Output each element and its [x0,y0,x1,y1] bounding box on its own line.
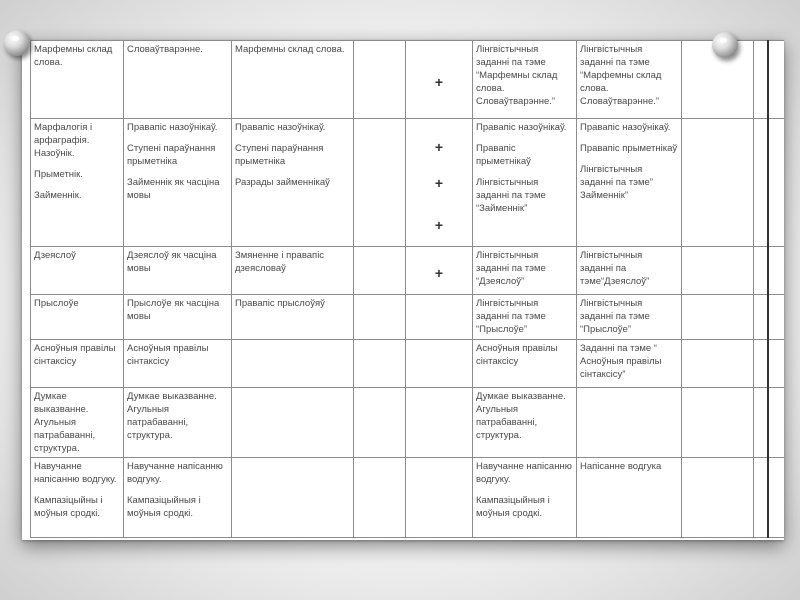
table-cell-c5 [406,247,473,295]
cell-text: Ступені параўнання прыметніка [127,143,216,167]
table-cell-c2 [124,247,232,295]
table-cell-c9 [754,388,768,458]
table-row [31,388,785,458]
table-cell-c3 [232,388,354,458]
table-row [31,119,785,247]
table-cell-c1 [31,340,124,388]
table-row [31,41,785,119]
cell-text: Думкае выказванне. Агульныя патрабаванні, структура. [476,391,566,441]
table-cell-c6 [473,458,577,538]
table-cell-c10 [768,41,785,119]
table-cell-c7 [577,41,682,119]
cell-text: Займеннік як часціна мовы [127,177,220,201]
cell-text: Лінгвістычныя заданні па тэме “Займеннік” [476,177,546,214]
cell-text: Дзеяслоў як часціна мовы [127,250,217,274]
table-cell-c1 [31,119,124,247]
table-cell-c6 [473,247,577,295]
table-cell-c5 [406,458,473,538]
cell-text: Асноўныя правілы сінтаксісу [34,343,116,367]
cell-text: Марфемны склад слова. [235,44,345,55]
lesson-plan-table [30,40,784,538]
cell-text: Навучанне напісанню водгуку. [34,461,117,485]
cell-text: Ступені параўнання прыметніка [235,143,324,167]
cell-text: Лінгвістычныя заданні па тэме “Дзеяслоў” [476,250,546,287]
table-cell-c8 [682,340,754,388]
cell-text: Кампазіцыйны і моўныя сродкі. [34,495,103,519]
table-cell-c4 [354,247,406,295]
table-cell-c7 [577,388,682,458]
cell-text: Навучанне напісанню водгуку. [127,461,223,485]
plus-mark: + [434,74,444,90]
table-cell-c5 [406,295,473,340]
table-cell-c6 [473,340,577,388]
cell-text: Навучанне напісанню водгуку. [476,461,572,485]
table-cell-c8 [682,458,754,538]
table-cell-c8 [682,295,754,340]
table-cell-c2 [124,458,232,538]
table-cell-c4 [354,119,406,247]
plus-mark: + [434,175,444,191]
table-cell-c6 [473,41,577,119]
table-cell-c4 [354,388,406,458]
cell-text: Лінгвістычныя заданні па тэме” Займеннік” [580,164,653,201]
table-cell-c1 [31,41,124,119]
table-cell-c8 [682,119,754,247]
table-cell-c6 [473,295,577,340]
table-cell-c10 [768,247,785,295]
cell-text: Дзеяслоў [34,250,76,261]
table-cell-c5 [406,41,473,119]
table-cell-c9 [754,41,768,119]
table-cell-c9 [754,247,768,295]
table-cell-c10 [768,119,785,247]
table-cell-c2 [124,340,232,388]
table-cell-c9 [754,119,768,247]
cell-text: Прыслоўе як часціна мовы [127,298,220,322]
table-row [31,247,785,295]
table-cell-c2 [124,119,232,247]
cell-text: Напісанне водгука [580,461,662,472]
cell-text: Прыметнік. [34,169,83,180]
table-cell-c1 [31,295,124,340]
cell-text: Лінгвістычныя заданні па тэме “Марфемны склад слова. Словаўтварэнне.” [580,44,662,107]
cell-text: Кампазіцыйныя і моўныя сродкі. [476,495,550,519]
cell-text: Думкае выказванне. Агульныя патрабаванні, структура. [127,391,217,441]
cell-text: Лінгвістычныя заданні па тэме“Дзеяслоў” [580,250,650,287]
cell-text: Прыслоўе [34,298,79,309]
table-cell-c5 [406,388,473,458]
cell-text: Лінгвістычныя заданні па тэме “Прыслоўе” [476,298,546,335]
table-cell-c3 [232,119,354,247]
cell-text: Кампазіцыйныя і моўныя сродкі. [127,495,201,519]
cell-text: Асноўныя правілы сінтаксісу [476,343,558,367]
cell-text: Разрады займеннікаў [235,177,330,188]
table-cell-c2 [124,41,232,119]
table-cell-c3 [232,458,354,538]
table-cell-c3 [232,295,354,340]
cell-text: Лінгвістычныя заданні па тэме “Прыслоўе” [580,298,650,335]
cell-text: Асноўныя правілы сінтаксісу [127,343,209,367]
cell-text: Думкае выказванне. Агульныя патрабаванні, структура. [34,391,96,454]
table-cell-c9 [754,295,768,340]
table-cell-c3 [232,340,354,388]
table-cell-c4 [354,41,406,119]
cell-text: Правапіс назоўнікаў. [580,122,671,133]
table-row [31,295,785,340]
cell-text: Правапіс назоўнікаў. [235,122,326,133]
table-cell-c7 [577,458,682,538]
table-cell-c3 [232,247,354,295]
cell-text: Правапіс назоўнікаў. [127,122,218,133]
table-cell-c5 [406,119,473,247]
table-cell-c1 [31,458,124,538]
cell-text: Словаўтварэнне. [127,44,203,55]
table-cell-c4 [354,340,406,388]
table-cell-c2 [124,295,232,340]
table-cell-c3 [232,41,354,119]
table-cell-c10 [768,340,785,388]
table-cell-c7 [577,119,682,247]
cell-text: Правапіс прыметнікаў [580,143,678,154]
cell-text: Займеннік. [34,190,82,201]
pushpin-right-icon [712,32,738,58]
table-cell-c7 [577,247,682,295]
document-page [22,40,784,540]
table-cell-c6 [473,119,577,247]
cell-text: Лінгвістычныя заданні па тэме “Марфемны склад слова. Словаўтварэнне.” [476,44,558,107]
table-cell-c2 [124,388,232,458]
table-cell-c8 [682,388,754,458]
table-cell-c1 [31,388,124,458]
plus-mark: + [434,265,444,281]
cell-text: Заданні па тэме “ Асноўныя правілы сінтаксісу” [580,343,662,380]
cell-text: Правапіс прыслоўяў [235,298,325,309]
cell-text: Марфемны склад слова. [34,44,113,68]
table-cell-c10 [768,388,785,458]
table-cell-c9 [754,340,768,388]
table-row [31,340,785,388]
table-cell-c8 [682,247,754,295]
cell-text: Правапіс прыметнікаў [476,143,531,167]
table-row [31,458,785,538]
table-cell-c1 [31,247,124,295]
table-cell-c7 [577,295,682,340]
table-cell-c4 [354,458,406,538]
plus-mark: + [434,217,444,233]
cell-text: Змяненне і правапіс дзеясловаў [235,250,325,274]
table-cell-c7 [577,340,682,388]
table-cell-c10 [768,458,785,538]
table-cell-c4 [354,295,406,340]
cell-text: Марфалогія і арфаграфія. Назоўнік. [34,122,93,159]
cell-text: Правапіс назоўнікаў. [476,122,567,133]
table-cell-c5 [406,340,473,388]
pushpin-left-icon [4,30,30,56]
table-cell-c6 [473,388,577,458]
table-cell-c10 [768,295,785,340]
table-cell-c9 [754,458,768,538]
plus-mark: + [434,139,444,155]
